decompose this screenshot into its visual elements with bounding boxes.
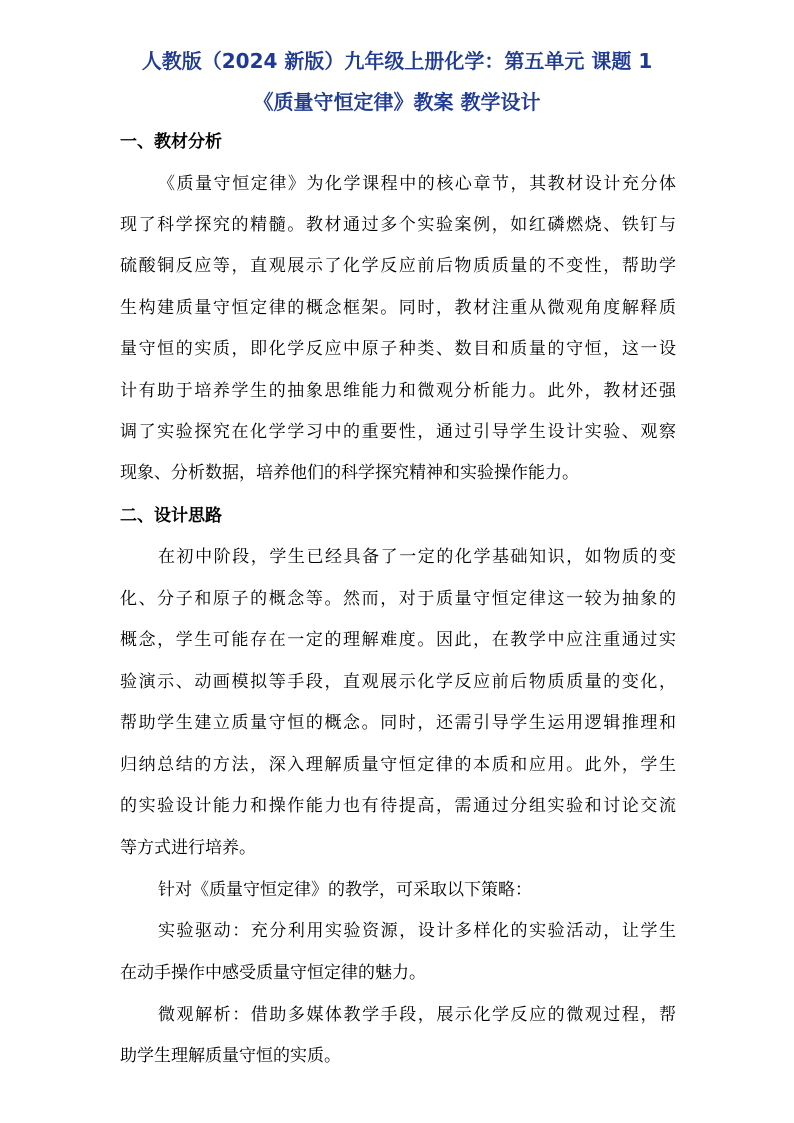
paragraph-line: 实验驱动：充分利用实验资源，设计多样化的实验活动，让学生 (158, 921, 676, 941)
section-heading-textbook-analysis: 一、教材分析 (120, 132, 222, 152)
paragraph-line: 在初中阶段，学生已经具备了一定的化学基础知识，如物质的变 (158, 547, 676, 567)
paragraph-line: 微观解析：借助多媒体教学手段，展示化学反应的微观过程，帮 (158, 1005, 676, 1025)
paragraph-line: 生构建质量守恒定律的概念框架。同时，教材注重从微观角度解释质 (120, 298, 676, 318)
paragraph-line: 在动手操作中感受质量守恒定律的魅力。 (120, 963, 426, 983)
paragraph-line: 针对《质量守恒定律》的教学，可采取以下策略： (158, 880, 532, 900)
paragraph-line: 《质量守恒定律》为化学课程中的核心章节，其教材设计充分体 (158, 174, 676, 194)
paragraph-line: 量守恒的实质，即化学反应中原子种类、数目和质量的守恒，这一设 (120, 339, 676, 359)
paragraph-line: 助学生理解质量守恒的实质。 (120, 1046, 341, 1066)
document-title-line-1: 人教版（2024 新版）九年级上册化学：第五单元 课题 1 (141, 49, 653, 73)
paragraph-line: 验演示、动画模拟等手段，直观展示化学反应前后物质质量的变化， (120, 672, 676, 692)
paragraph-line: 化、分子和原子的概念等。然而，对于质量守恒定律这一较为抽象的 (120, 589, 676, 609)
paragraph-line: 帮助学生建立质量守恒的概念。同时，还需引导学生运用逻辑推理和 (120, 713, 676, 733)
document-title-line-2: 《质量守恒定律》教案 教学设计 (253, 90, 541, 114)
paragraph-line: 硫酸铜反应等，直观展示了化学反应前后物质质量的不变性，帮助学 (120, 256, 676, 276)
paragraph-line: 现了科学探究的精髓。教材通过多个实验案例，如红磷燃烧、铁钉与 (120, 215, 676, 235)
paragraph-line: 等方式进行培养。 (120, 838, 256, 858)
paragraph-line: 概念，学生可能存在一定的理解难度。因此，在教学中应注重通过实 (120, 630, 676, 650)
paragraph-line: 归纳总结的方法，深入理解质量守恒定律的本质和应用。此外，学生 (120, 755, 676, 775)
section-heading-design-approach: 二、设计思路 (120, 506, 222, 526)
paragraph-line: 调了实验探究在化学学习中的重要性，通过引导学生设计实验、观察 (120, 422, 676, 442)
paragraph-line: 的实验设计能力和操作能力也有待提高，需通过分组实验和讨论交流 (120, 796, 676, 816)
paragraph-line: 现象、分析数据，培养他们的科学探究精神和实验操作能力。 (120, 463, 579, 483)
paragraph-line: 计有助于培养学生的抽象思维能力和微观分析能力。此外，教材还强 (120, 381, 676, 401)
